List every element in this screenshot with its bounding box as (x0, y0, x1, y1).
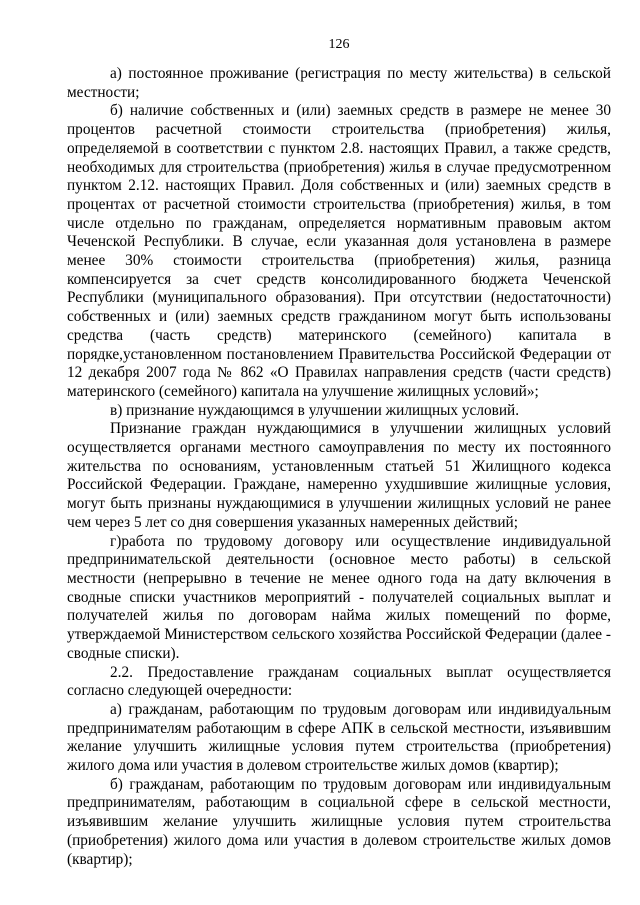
paragraph-b-own-funds: б) наличие собственных и (или) заемных средств в размере не менее 30 процентов расчетной стоимости строительства (приобретения) жилья, определяемой в соответствии с пунктом 2.8. настоящих Правил, а также средств, необходимых для строительства (приобретения) жилья в случае предусмотренном пунктом 2.12. настоящих Правил. Доля собственных и (или) заемных средств в процентах от расчетной стоимости строительства (приобретения) жилья, в том числе отдельно по гражданам, определяется нормативным правовым актом Чеченской Республики. В случае, если указанная доля установлена в размере менее 30% стоимости строительства (приобретения) жилья, разница компенсируется за счет средств консолидированного бюджета Чеченской Республики (муниципального образования). При отсутствии (недостаточности) собственных и (или) заемных средств гражданином могут быть использованы средства (часть средств) материнского (семейного) капитала в порядке,установленном постановлением Правительства Российской Федерации от 12 декабря 2007 года № 862 «О Правилах направления средств (части средств) материнского (семейного) капитала на улучшение жилищных условий»; (67, 102, 611, 400)
paragraph-v-housing-need: в) признание нуждающимся в улучшении жилищных условий. (110, 401, 520, 419)
paragraph-priority-a: а) гражданам, работающим по трудовым договорам или индивидуальным предпринимателям работающим в сфере АПК в сельской местности, изъявившим желание улучшить жилищные условия путем строительства (приобретения) жилого дома или участия в долевом строительстве жилых домов (квартир); (67, 700, 611, 775)
page-number: 126 (328, 37, 350, 52)
paragraph-2-2-priority: 2.2. Предоставление гражданам социальных выплат осуществляется согласно следующей очередности: (67, 663, 611, 700)
paragraph-recognition: Признание граждан нуждающимися в улучшении жилищных условий осуществляется органами местного самоуправления по месту их постоянного жительства по основаниям, установленным статьей 51 Жилищного кодекса Российской Федерации. Граждане, намеренно ухудшившие жилищные условия, могут быть признаны нуждающимися в улучшении жилищных условий не ранее чем через 5 лет со дня совершения указанных намеренных действий; (67, 420, 611, 531)
paragraph-g-employment: г)работа по трудовому договору или осуществление индивидуальной предпринимательской деятельности (основное место работы) в сельской местности (непрерывно в течение не менее одного года на дату включения в сводные списки участников мероприятий - получателей социальных выплат и получателей жилья по договорам найма жилых помещений по форме, утверждаемой Министерством сельского хозяйства Российской Федерации (далее - сводные списки). (67, 532, 611, 662)
paragraph-priority-b: б) гражданам, работающим по трудовым договорам или индивидуальным предпринимателям, работающим в социальной сфере в сельской местности, изъявившим желание улучшить жилищные условия путем строительства (приобретения) жилого дома или участия в долевом строительстве жилых домов (квартир); (67, 775, 611, 868)
paragraph-a-residence: а) постоянное проживание (регистрация по месту жительства) в сельской местности; (67, 65, 611, 101)
document-body (67, 65, 611, 869)
